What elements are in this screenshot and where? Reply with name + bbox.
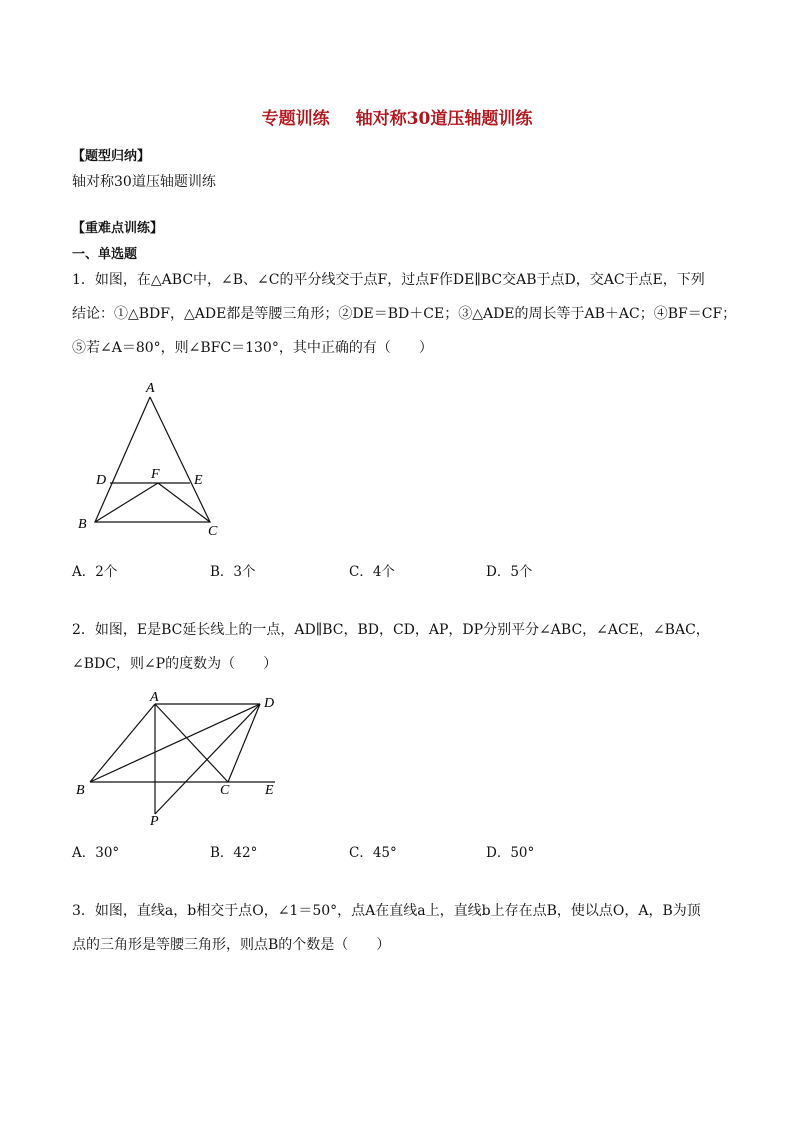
question-2 — [72, 613, 710, 681]
question-1-option-a[interactable]: A．2个 — [72, 564, 118, 580]
question-2-option-d[interactable]: D．50° — [486, 845, 535, 861]
question-1-line-2: 结论：①△BDF，△ADE都是等腰三角形；②DE＝BD＋CE；③△ADE的周长等于AB＋AC；④BF＝CF； — [72, 306, 737, 322]
label-d: D — [96, 473, 107, 488]
label-f: F — [151, 467, 160, 482]
section-heading-practice: 【重难点训练】 — [72, 221, 164, 236]
segment-ab — [90, 704, 155, 782]
label-c: C — [220, 783, 230, 798]
question-2-line-2: ∠BDC，则∠P的度数为（ ） — [72, 656, 278, 672]
label-e: E — [265, 783, 274, 798]
label-b: B — [76, 783, 85, 798]
label-a: A — [150, 690, 159, 705]
page-title — [0, 104, 794, 129]
segment-ac — [155, 704, 228, 782]
question-2-line-1: 2．如图，E是BC延长线上的一点，AD∥BC，BD，CD，AP，DP分别平分∠ABC，∠ACE，∠BAC， — [72, 622, 710, 638]
question-1-figure — [60, 370, 240, 550]
question-1-line-1: 1．如图，在△ABC中，∠B、∠C的平分线交于点F，过点F作DE∥BC交AB于点D，交AC于点E，下列 — [72, 272, 705, 288]
section-type-body: 轴对称30道压轴题训练 — [72, 174, 216, 190]
question-1-option-d[interactable]: D．5个 — [486, 564, 533, 580]
title-part1: 专题训练 — [261, 109, 330, 129]
segment-bd — [90, 704, 260, 782]
triangle-abc — [95, 397, 210, 522]
label-e: E — [194, 473, 203, 488]
question-2-figure — [70, 690, 290, 830]
question-1-option-c[interactable]: C．4个 — [349, 564, 395, 580]
section-subheading-single-choice: 一、单选题 — [72, 247, 138, 262]
question-1-option-b[interactable]: B．3个 — [210, 564, 256, 580]
segment-fc — [158, 483, 210, 522]
segment-cd — [228, 704, 260, 782]
question-2-option-c[interactable]: C．45° — [349, 845, 397, 861]
label-b: B — [78, 517, 87, 532]
question-3-line-2: 点的三角形是等腰三角形，则点B的个数是（ ） — [72, 937, 391, 953]
question-2-option-b[interactable]: B．42° — [210, 845, 258, 861]
title-part2: 轴对称30道压轴题训练 — [355, 109, 533, 129]
question-1-line-3: ⑤若∠A＝80°，则∠BFC＝130°，其中正确的有（ ） — [72, 340, 433, 356]
question-3 — [72, 894, 701, 962]
segment-bf — [95, 483, 158, 522]
label-c: C — [208, 524, 218, 539]
label-d: D — [264, 696, 275, 711]
label-p: P — [150, 814, 159, 829]
question-2-option-a[interactable]: A．30° — [72, 845, 120, 861]
section-heading-type: 【题型归纳】 — [72, 149, 151, 164]
label-a: A — [146, 381, 155, 396]
question-3-line-1: 3．如图，直线a，b相交于点O，∠1＝50°，点A在直线a上，直线b上存在点B，使以点O，A，B为顶 — [72, 903, 701, 919]
question-1 — [72, 263, 736, 365]
